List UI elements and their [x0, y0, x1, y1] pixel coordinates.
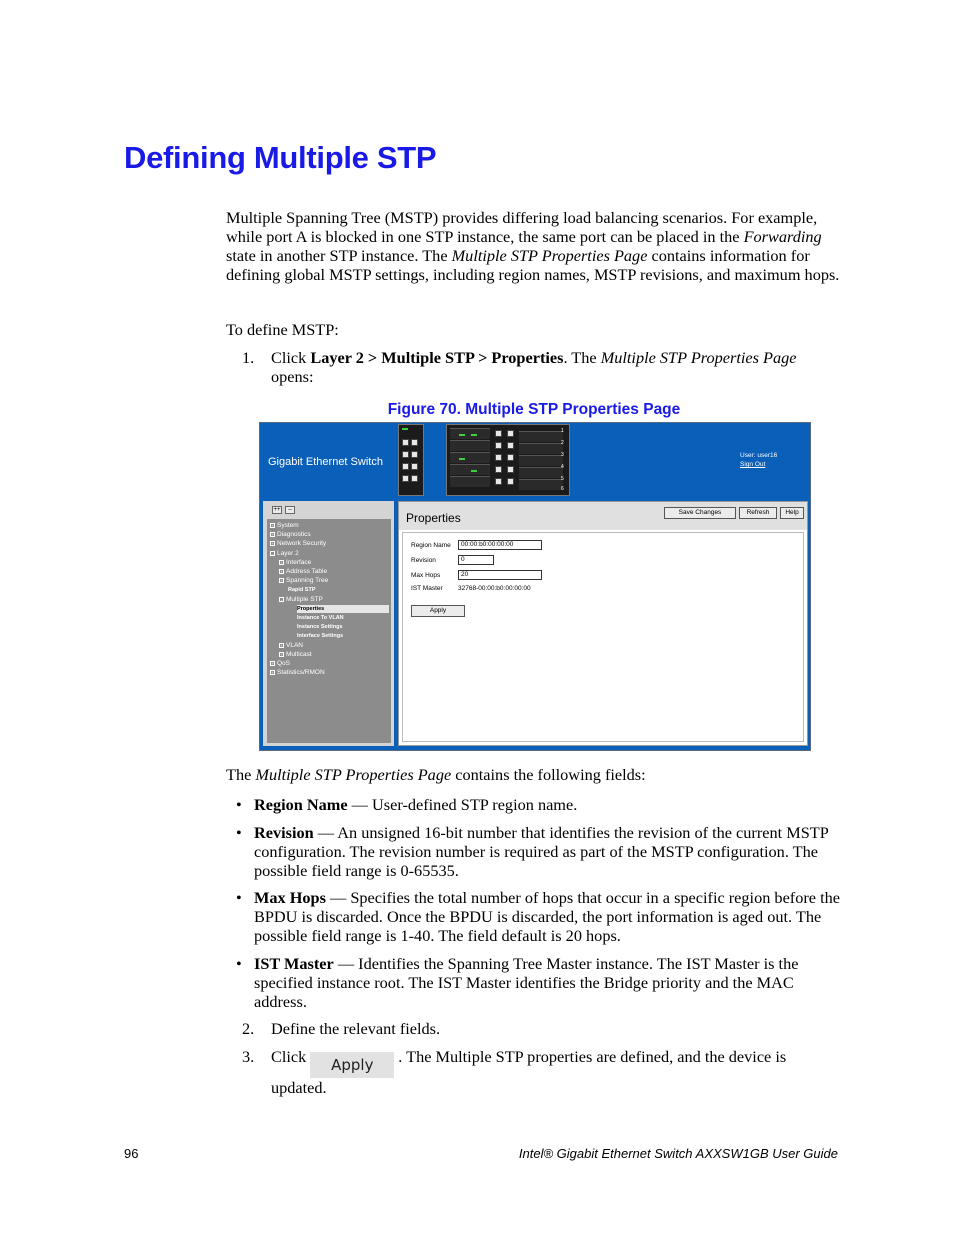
step-1-pre: Click: [271, 348, 311, 367]
bullet-text: [254, 954, 842, 1011]
blade-slot: [450, 476, 490, 487]
nav-tree-item[interactable]: [279, 651, 312, 659]
fields-intro-italic: Multiple STP Properties Page: [255, 765, 452, 784]
nav-tree-item[interactable]: [288, 586, 316, 594]
nav-tree-item-label: Spanning Tree: [286, 577, 329, 585]
device-chassis: [446, 424, 570, 496]
port-icon: [402, 463, 409, 470]
nav-tree-item[interactable]: [279, 568, 327, 576]
port-icon[interactable]: [495, 478, 502, 485]
nav-tree-item-label: Properties: [297, 605, 325, 612]
blade-slot: [450, 428, 490, 439]
port-icon: [411, 475, 418, 482]
bullet-desc: — Identifies the Spanning Tree Master instance. The IST Master is the specified instance root. The IST Master identifies the Bridge priority and the MAC address.: [254, 954, 799, 1011]
fields-intro: [226, 765, 646, 784]
fields-intro-pre: The: [226, 765, 256, 784]
step-3-number: 3.: [242, 1047, 255, 1066]
refresh-button[interactable]: Refresh: [739, 507, 777, 519]
port-icon[interactable]: [507, 478, 514, 485]
step-3-text: [271, 1047, 842, 1097]
port-icon[interactable]: [507, 454, 514, 461]
expand-icon[interactable]: +: [271, 532, 274, 538]
status-led: [459, 458, 465, 460]
bullet-desc: — Specifies the total number of hops that occur in a specific region before the BPDU is discarded. Once the BPDU is discarded, the port information is aged out. The possible field range is 1-40. The field default is 20 hops.: [254, 888, 840, 945]
nav-tree-item[interactable]: [270, 550, 299, 558]
sign-out-link[interactable]: Sign Out: [740, 461, 766, 468]
nav-tree-item[interactable]: [297, 623, 343, 631]
port-icon[interactable]: [507, 430, 514, 437]
bullet-dot: •: [236, 888, 242, 907]
ist-master-value: 32768-00:00:b0:00:00:00: [458, 585, 531, 592]
blade-slot: [450, 464, 490, 475]
port-icon: [411, 451, 418, 458]
intro-paragraph: [226, 208, 842, 284]
nav-sidebar: [263, 501, 394, 746]
step-1-text: [271, 348, 842, 386]
step-2-text: Define the relevant fields.: [271, 1019, 441, 1038]
device-side-panel: [398, 424, 424, 496]
port-icon[interactable]: [507, 466, 514, 473]
revision-label: Revision: [411, 557, 436, 564]
blade-slot: [519, 467, 563, 478]
expand-icon[interactable]: +: [271, 661, 274, 666]
status-led: [459, 434, 465, 436]
nav-tree-item-label: Interface: [286, 558, 312, 566]
revision-input[interactable]: 0: [458, 555, 494, 565]
nav-tree-item-label: Address Table: [286, 568, 328, 575]
step-2-number: 2.: [242, 1019, 255, 1038]
status-led: [471, 434, 477, 436]
properties-form: [402, 532, 804, 742]
nav-tree-item-label: Network Security: [277, 540, 327, 548]
region-name-label: Region Name: [411, 542, 451, 549]
port-icon: [402, 439, 409, 446]
nav-tree-item-label: Layer 2: [277, 549, 299, 557]
nav-tree: [267, 519, 391, 743]
bullet-term: Region Name: [254, 795, 348, 814]
user-info: [740, 451, 777, 469]
expand-icon[interactable]: +: [280, 559, 283, 565]
step-1-path: Layer 2 > Multiple STP > Properties: [310, 348, 564, 367]
expand-icon[interactable]: +: [280, 578, 283, 584]
nav-tree-item[interactable]: [279, 642, 303, 650]
nav-tree-item-label: Instance To VLAN: [297, 615, 344, 621]
bullet-dot: •: [236, 823, 242, 842]
expand-icon[interactable]: +: [271, 541, 274, 547]
bullet-text: [254, 888, 842, 945]
nav-tree-item[interactable]: [297, 614, 344, 622]
blade-slot: [450, 452, 490, 463]
nav-tree-item[interactable]: [270, 669, 325, 677]
intro-italic-1: Forwarding: [743, 227, 822, 246]
nav-tree-item[interactable]: [279, 577, 328, 585]
bullet-term: IST Master: [254, 954, 334, 973]
nav-tree-item[interactable]: [279, 559, 311, 567]
bullet-dot: •: [236, 954, 242, 973]
ist-master-label: IST Master: [411, 585, 443, 592]
footer-title: Intel® Gigabit Ethernet Switch AXXSW1GB User Guide: [518, 1146, 838, 1161]
nav-tree-item[interactable]: [297, 632, 343, 640]
region-name-input[interactable]: 00:00:b0:00:00:00: [458, 540, 542, 550]
expand-icon[interactable]: +: [271, 670, 274, 676]
bullet-term: Max Hops: [254, 888, 326, 907]
intro-text-2: state in another STP instance. The: [226, 246, 452, 265]
page-heading: Defining Multiple STP: [124, 140, 437, 175]
blade-slot: [519, 479, 563, 490]
help-button[interactable]: Help: [780, 507, 804, 519]
port-number: 3: [561, 452, 564, 458]
port-number: 1: [561, 428, 564, 434]
intro-text-3: contains information for defining global MSTP settings, including region names, MSTP revisions, and maximum hops.: [226, 246, 840, 284]
nav-tree-item-label: VLAN: [286, 641, 303, 649]
nav-tree-item-label: Instance Settings: [297, 624, 343, 631]
nav-tree-item-label: Rapid STP: [288, 587, 316, 594]
nav-tree-item[interactable]: [270, 522, 299, 530]
apply-button-image: Apply: [310, 1052, 394, 1078]
port-number: 4: [561, 464, 564, 470]
main-panel: [398, 501, 808, 746]
status-led: [471, 470, 477, 472]
bullet-term: Revision: [254, 823, 314, 842]
step-1-post: opens:: [271, 367, 314, 386]
nav-tree-item[interactable]: [270, 540, 326, 548]
port-icon[interactable]: [507, 442, 514, 449]
collapse-icon[interactable]: -: [271, 550, 274, 556]
nav-tree-item-label: Interface Settings: [297, 633, 344, 640]
expand-icon[interactable]: +: [280, 569, 283, 574]
port-icon[interactable]: [495, 430, 502, 437]
page-number: 96: [124, 1146, 139, 1161]
apply-button[interactable]: Apply: [411, 605, 465, 617]
step-1-number: 1.: [242, 348, 255, 367]
port-icon: [411, 439, 418, 446]
page-title: Properties: [406, 511, 461, 525]
intro-italic-2: Multiple STP Properties Page: [451, 246, 648, 265]
intro-text-1: Multiple Spanning Tree (MSTP) provides differing load balancing scenarios. For example, while port A is blocked in one STP instance, the same port can be placed in the: [226, 208, 818, 246]
blade-slot: [450, 440, 490, 451]
nav-tree-item-label: Multicast: [286, 650, 312, 658]
properties-page-figure: [259, 422, 811, 751]
bullet-dot: •: [236, 795, 242, 814]
port-icon[interactable]: [495, 466, 502, 473]
fields-intro-post: contains the following fields:: [451, 765, 646, 784]
bullet-text: [254, 823, 842, 880]
step-1-mid: . The: [563, 348, 601, 367]
blade-slot: [519, 431, 563, 442]
collapse-all-button[interactable]: --: [285, 506, 295, 514]
max-hops-label: Max Hops: [411, 572, 441, 579]
main-toolbar: [399, 502, 807, 530]
step-1-italic: Multiple STP Properties Page: [600, 348, 797, 367]
bullet-text: [254, 795, 842, 814]
expand-icon[interactable]: +: [271, 523, 274, 528]
app-title: Gigabit Ethernet Switch: [268, 456, 383, 468]
port-icon[interactable]: [495, 454, 502, 461]
port-icon: [402, 451, 409, 458]
port-icon[interactable]: [495, 442, 502, 449]
status-led: [402, 428, 408, 430]
port-number: 5: [561, 476, 564, 482]
to-define-text: To define MSTP:: [226, 320, 339, 339]
expand-all-button[interactable]: ++: [273, 507, 281, 513]
bullet-desc: — An unsigned 16-bit number that identifies the revision of the current MSTP configuration. The revision number is required as part of the MSTP configuration. The possible field range is 0-65535.: [254, 823, 829, 880]
nav-tree-item[interactable]: [279, 596, 323, 604]
port-icon: [411, 463, 418, 470]
nav-tree-item[interactable]: [270, 660, 290, 668]
nav-tree-item[interactable]: [297, 605, 389, 613]
blade-slot: [519, 455, 563, 466]
collapse-icon[interactable]: -: [280, 596, 283, 602]
port-number: 6: [561, 486, 564, 492]
save-changes-button[interactable]: Save Changes: [664, 507, 736, 519]
port-number: 2: [561, 440, 564, 446]
nav-tree-item-label: Multiple STP: [286, 595, 323, 603]
nav-tree-item-label: QoS: [277, 660, 291, 667]
nav-tree-item[interactable]: [270, 531, 311, 539]
step-3-pre: Click: [271, 1047, 307, 1066]
port-icon: [402, 475, 409, 482]
blade-slot: [519, 443, 563, 454]
user-name: User: user16: [740, 452, 778, 459]
max-hops-input[interactable]: 20: [458, 570, 542, 580]
expand-icon[interactable]: +: [280, 651, 283, 657]
expand-icon[interactable]: +: [280, 642, 283, 648]
nav-tree-item-label: System: [277, 522, 299, 529]
nav-tree-item-label: Diagnostics: [277, 531, 311, 539]
nav-tree-item-label: Statistics/RMON: [277, 669, 325, 677]
step-3-post: . The Multiple STP properties are defined, and the device is updated.: [271, 1047, 787, 1097]
bullet-desc: — User-defined STP region name.: [347, 795, 578, 814]
figure-header: [260, 423, 810, 498]
figure-caption: Figure 70. Multiple STP Properties Page: [387, 401, 681, 418]
